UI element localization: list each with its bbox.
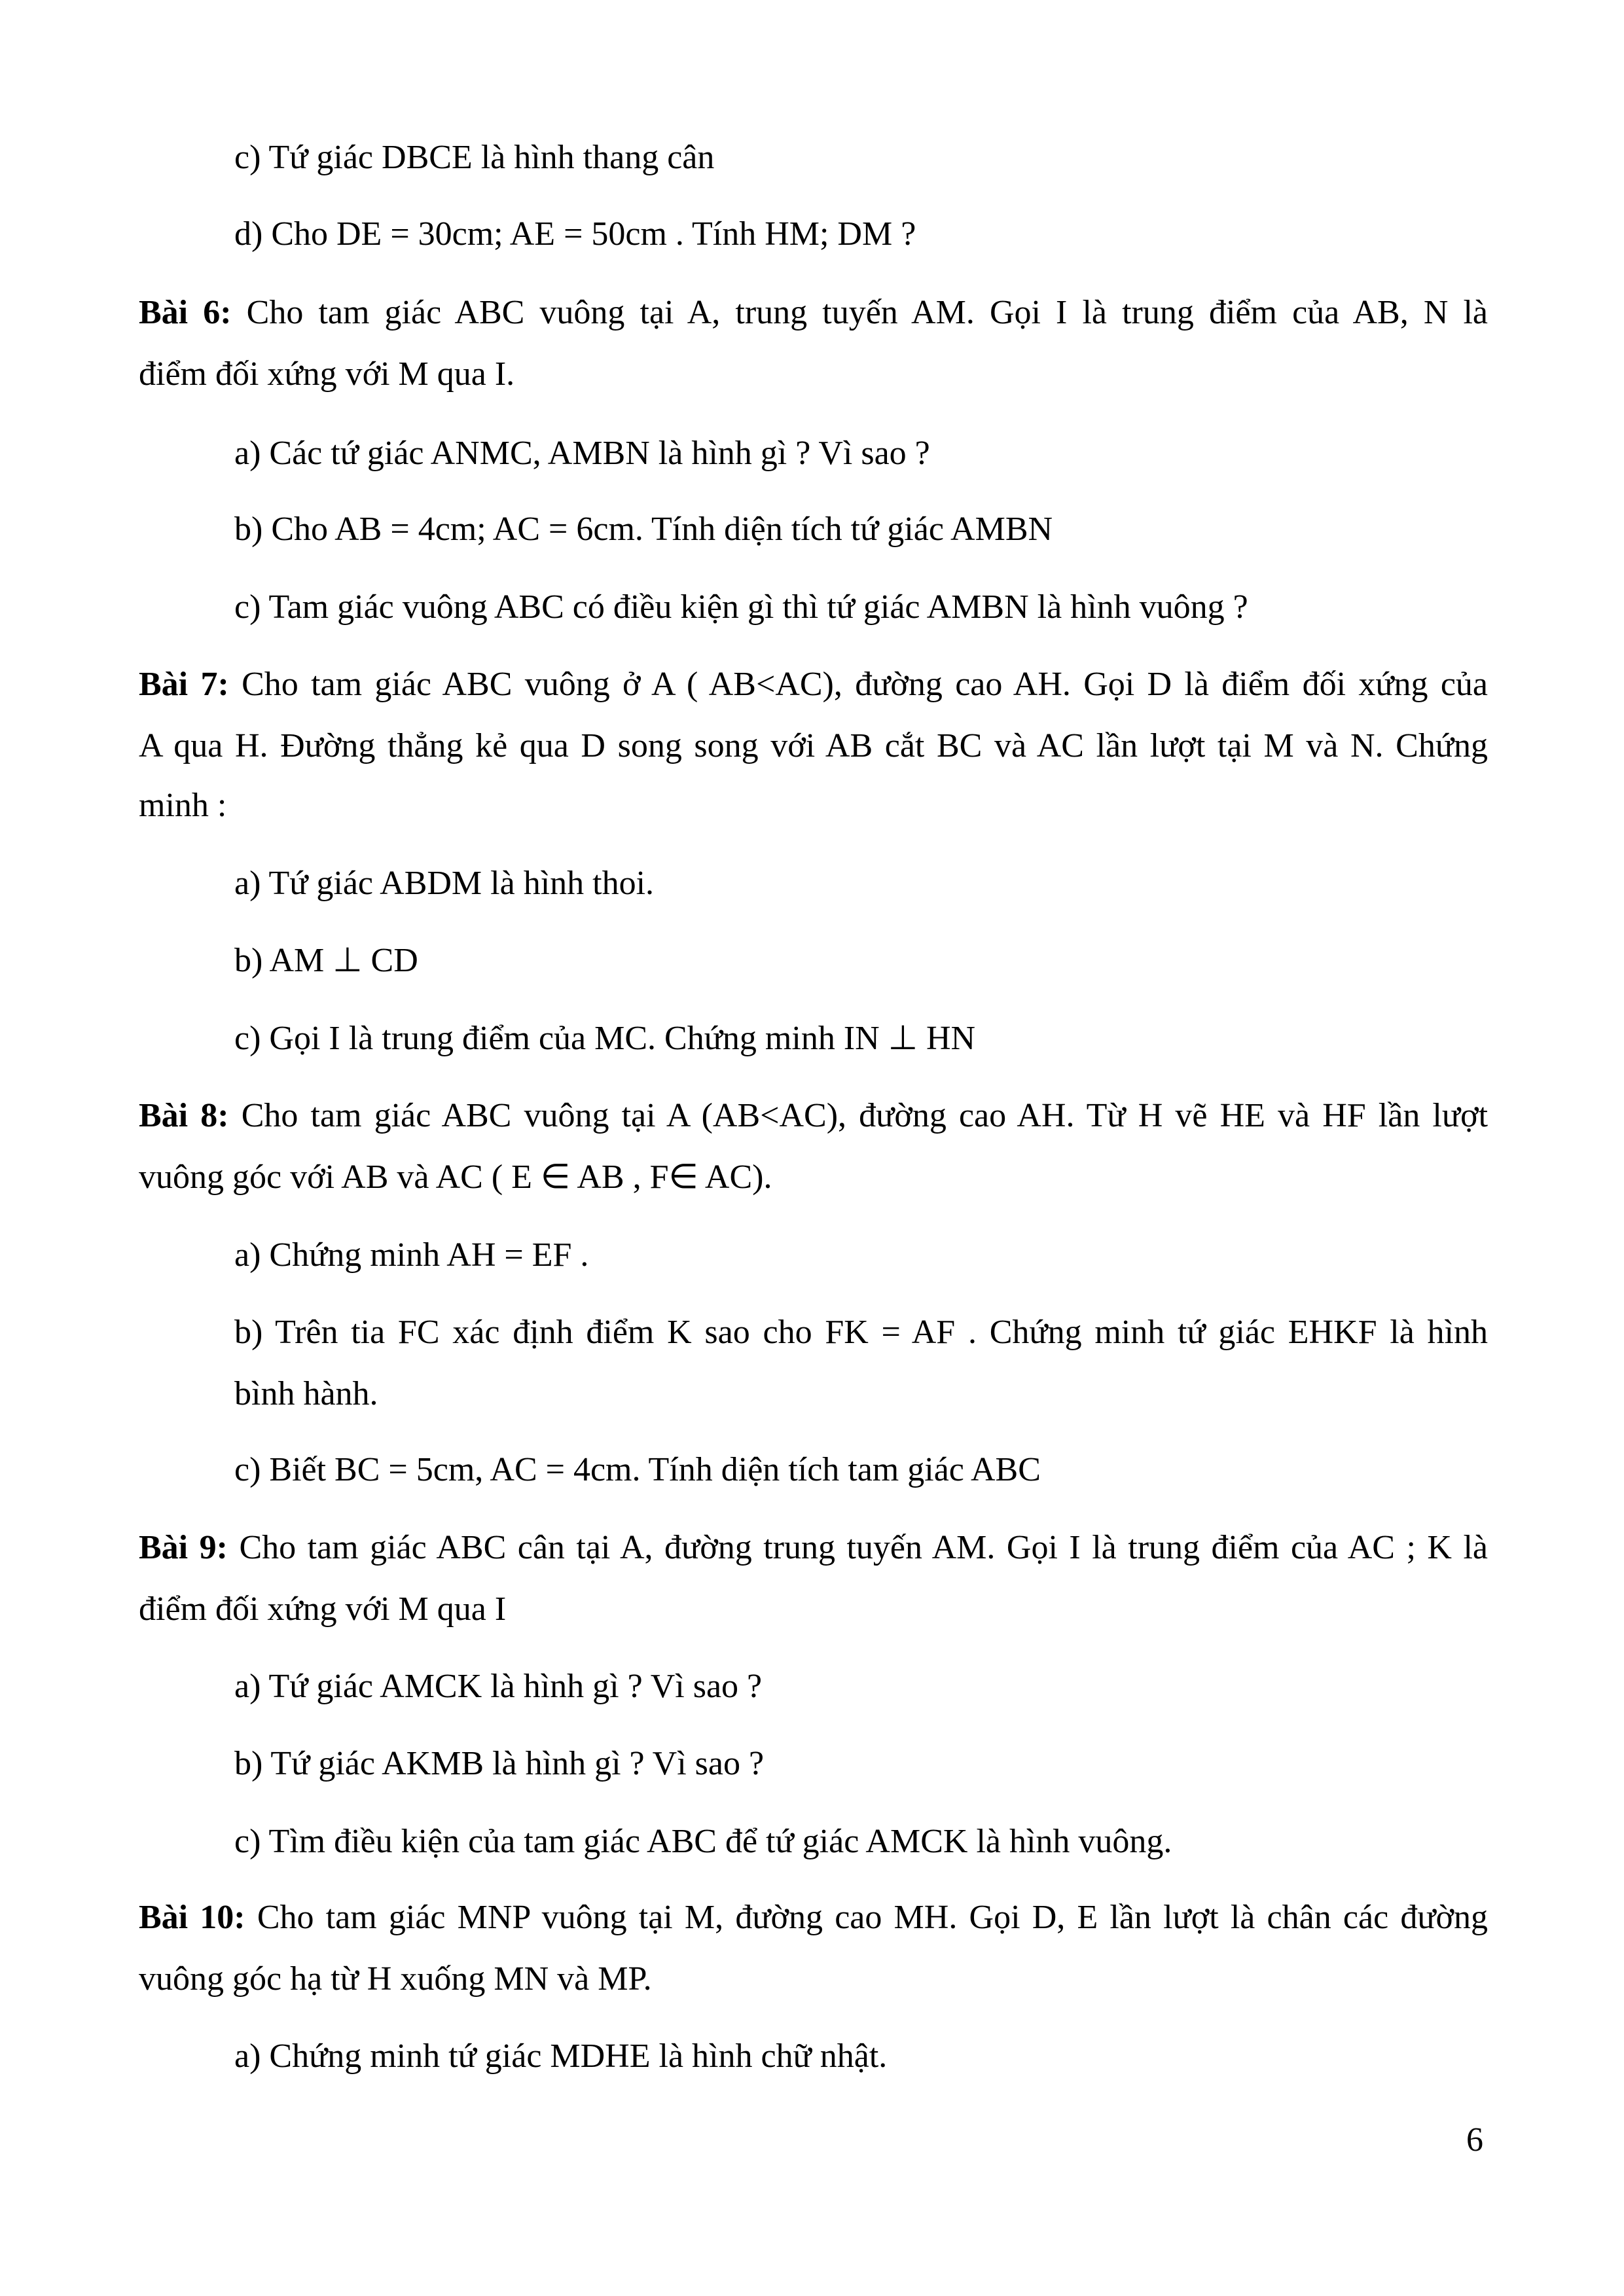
exercise-7-line-2: A qua H. Đường thẳng kẻ qua D song song với AB cắt BC và AC lần lượt tại M và N. Chứng <box>139 727 1488 764</box>
exercise-7-part-b: b) AM ⊥ CD <box>234 942 418 979</box>
exercise-9-line-2: điểm đối xứng với M qua I <box>139 1590 507 1628</box>
exercise-text: Cho tam giác ABC cân tại A, đường trung tuyến AM. Gọi I là trung điểm của AC ; K là <box>239 1529 1488 1566</box>
exercise-text: Cho tam giác ABC vuông ở A ( AB<AC), đường cao AH. Gọi D là điểm đối xứng của <box>242 666 1488 703</box>
exercise-text: Cho tam giác ABC vuông tại A (AB<AC), đường cao AH. Từ H vẽ HE và HF lần lượt <box>241 1097 1488 1134</box>
exercise-8-part-b-line-2: bình hành. <box>234 1375 378 1412</box>
exercise-9-line-1 <box>139 1527 1488 1569</box>
exercise-text: Cho tam giác MNP vuông tại M, đường cao MH. Gọi D, E lần lượt là chân các đường <box>257 1899 1488 1936</box>
exercise-8-part-c: c) Biết BC = 5cm, AC = 4cm. Tính diện tích tam giác ABC <box>234 1451 1041 1488</box>
exercise-7-line-1 <box>139 664 1488 706</box>
part-d-5: d) Cho DE = 30cm; AE = 50cm . Tính HM; DM ? <box>234 215 916 253</box>
exercise-6-part-b: b) Cho AB = 4cm; AC = 6cm. Tính diện tích tứ giác AMBN <box>234 511 1053 548</box>
exercise-8-part-b-line-1: b) Trên tia FC xác định điểm K sao cho FK = AF . Chứng minh tứ giác EHKF là hình <box>234 1314 1488 1351</box>
exercise-9-part-c: c) Tìm điều kiện của tam giác ABC để tứ giác AMCK là hình vuông. <box>234 1823 1172 1860</box>
exercise-label: Bài 9: <box>139 1529 228 1566</box>
exercise-7-part-a: a) Tứ giác ABDM là hình thoi. <box>234 865 655 902</box>
exercise-10-line-1 <box>139 1897 1488 1939</box>
exercise-7-line-3: minh : <box>139 787 227 824</box>
exercise-6-line-1 <box>139 292 1488 334</box>
exercise-label: Bài 8: <box>139 1097 229 1134</box>
exercise-label: Bài 10: <box>139 1899 245 1936</box>
page-number: 6 <box>1466 2121 1483 2159</box>
exercise-8-line-1 <box>139 1095 1488 1137</box>
exercise-text: Cho tam giác ABC vuông tại A, trung tuyến AM. Gọi I là trung điểm của AB, N là <box>246 294 1488 331</box>
exercise-7-part-c: c) Gọi I là trung điểm của MC. Chứng minh IN ⊥ HN <box>234 1020 976 1057</box>
exercise-6-part-c: c) Tam giác vuông ABC có điều kiện gì thì tứ giác AMBN là hình vuông ? <box>234 588 1248 626</box>
part-c-5: c) Tứ giác DBCE là hình thang cân <box>234 139 715 176</box>
exercise-label: Bài 6: <box>139 294 232 331</box>
exercise-10-part-a: a) Chứng minh tứ giác MDHE là hình chữ nhật. <box>234 2037 888 2075</box>
exercise-label: Bài 7: <box>139 666 229 703</box>
exercise-6-part-a: a) Các tứ giác ANMC, AMBN là hình gì ? Vì sao ? <box>234 435 930 472</box>
exercise-8-line-2: vuông góc với AB và AC ( E ∈ AB , F∈ AC). <box>139 1158 772 1196</box>
exercise-8-part-a: a) Chứng minh AH = EF . <box>234 1236 589 1274</box>
exercise-10-line-2: vuông góc hạ từ H xuống MN và MP. <box>139 1960 652 1998</box>
exercise-6-line-2: điểm đối xứng với M qua I. <box>139 355 515 393</box>
exercise-9-part-b: b) Tứ giác AKMB là hình gì ? Vì sao ? <box>234 1745 765 1782</box>
exercise-9-part-a: a) Tứ giác AMCK là hình gì ? Vì sao ? <box>234 1668 763 1705</box>
